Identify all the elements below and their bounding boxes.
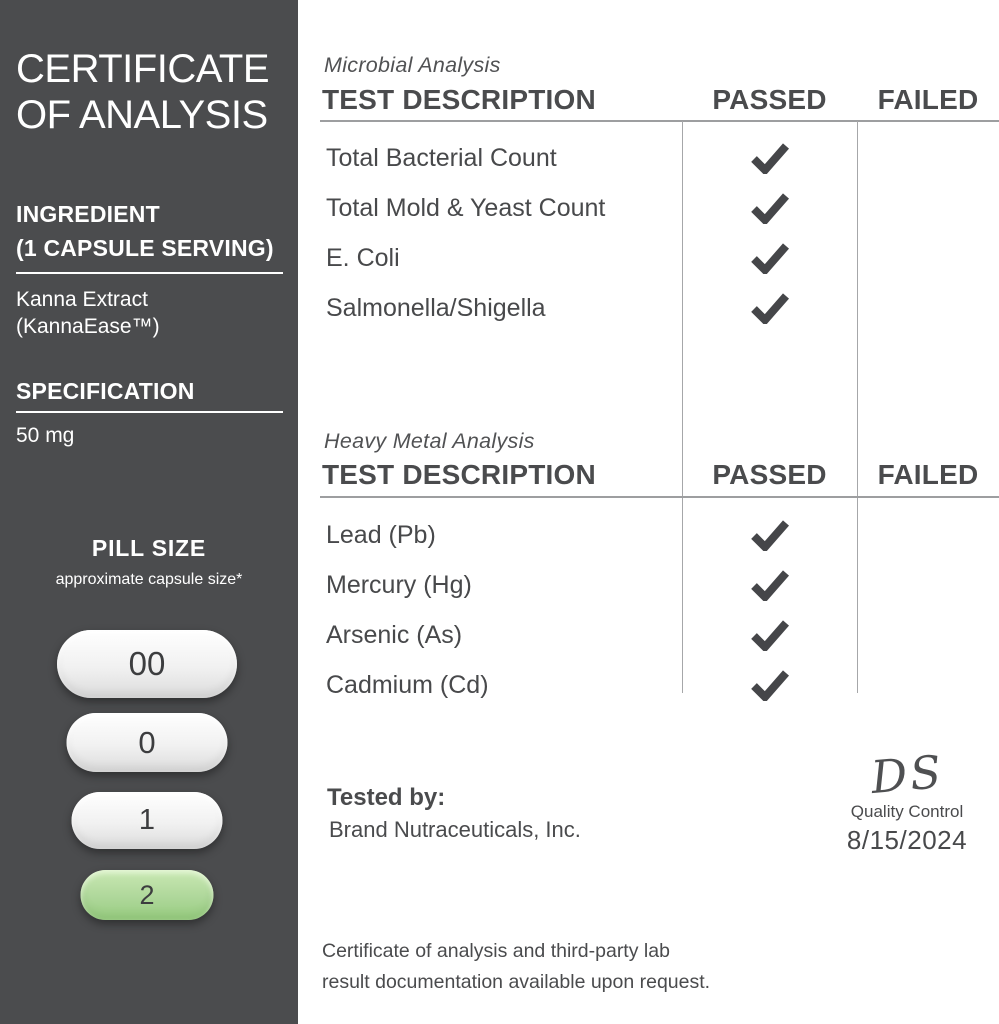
ingredient-heading-line2: (1 CAPSULE SERVING) (16, 235, 274, 261)
passed-cell (682, 669, 857, 701)
pill-size-heading: PILL SIZE (91, 535, 207, 561)
heavy-metal-header-passed: PASSED (712, 459, 827, 490)
ingredient-value (16, 286, 291, 340)
results-area (298, 0, 999, 1024)
passed-cell (682, 569, 857, 601)
test-name: Salmonella/Shigella (326, 293, 546, 322)
check-icon (749, 142, 791, 174)
test-name: Mercury (Hg) (326, 570, 472, 599)
ingredient-heading (16, 197, 291, 265)
check-icon (749, 669, 791, 701)
passed-cell (682, 192, 857, 224)
heavy-metal-header-row (322, 457, 999, 491)
check-icon (749, 619, 791, 651)
signature-block (827, 744, 987, 856)
test-name: Total Bacterial Count (326, 143, 557, 172)
check-icon (749, 242, 791, 274)
passed-cell (682, 242, 857, 274)
microbial-header-divider (320, 120, 999, 122)
test-name: Total Mold & Yeast Count (326, 193, 606, 222)
microbial-rows (322, 133, 999, 333)
table-row (322, 183, 999, 233)
footer-note-line2: result documentation available upon request. (322, 971, 711, 993)
microbial-header-failed: FAILED (877, 84, 979, 115)
pill-size-00-label: 00 (128, 645, 166, 682)
ingredient-heading-line1: INGREDIENT (16, 201, 160, 227)
test-name: E. Coli (326, 243, 400, 272)
passed-cell (682, 619, 857, 651)
page-title (16, 46, 291, 138)
specification-heading: SPECIFICATION (16, 378, 195, 404)
signature-role: Quality Control (850, 802, 964, 821)
pill-size-00 (57, 630, 237, 698)
table-row (322, 660, 999, 710)
test-name: Lead (Pb) (326, 520, 436, 549)
table-row (322, 233, 999, 283)
check-icon (749, 519, 791, 551)
pill-size-2-label: 2 (139, 879, 155, 910)
ingredient-value-line1: Kanna Extract (16, 288, 148, 311)
test-name: Cadmium (Cd) (326, 670, 489, 699)
check-icon (749, 192, 791, 224)
ingredient-divider (16, 272, 283, 274)
microbial-header-passed: PASSED (712, 84, 827, 115)
page-title-line2: OF ANALYSIS (16, 93, 268, 137)
pill-size-note: approximate capsule size* (55, 571, 243, 588)
passed-cell (682, 292, 857, 324)
specification-value: 50 mg (16, 424, 75, 447)
table-row (322, 560, 999, 610)
pill-size-2-highlighted (81, 870, 214, 920)
passed-cell (682, 519, 857, 551)
pill-size-0-label: 0 (138, 724, 156, 760)
ingredient-value-line2: (KannaEase™) (16, 315, 160, 338)
check-icon (749, 292, 791, 324)
heavy-metal-rows (322, 510, 999, 710)
footer-note-line1: Certificate of analysis and third-party lab (322, 940, 670, 962)
heavy-metal-header-failed: FAILED (877, 459, 979, 490)
table-row (322, 510, 999, 560)
tested-by-company: Brand Nutraceuticals, Inc. (329, 817, 581, 842)
footer-note (322, 936, 710, 998)
page-title-line1: CERTIFICATE (16, 47, 270, 91)
table-row (322, 610, 999, 660)
pill-size-0 (67, 713, 228, 772)
passed-cell (682, 142, 857, 174)
signature-initials: DS (868, 744, 946, 805)
heavy-metal-header-divider (320, 496, 999, 498)
microbial-header-test: TEST DESCRIPTION (322, 84, 596, 115)
test-name: Arsenic (As) (326, 620, 463, 649)
check-icon (749, 569, 791, 601)
heavy-metal-section-title: Heavy Metal Analysis (324, 429, 535, 453)
tested-by-label: Tested by: (327, 784, 446, 811)
pill-size-1 (72, 792, 223, 849)
pill-size-1-label: 1 (138, 804, 156, 836)
table-row (322, 133, 999, 183)
microbial-header-row (322, 82, 999, 116)
microbial-section-title: Microbial Analysis (324, 53, 501, 77)
signature-date: 8/15/2024 (846, 825, 968, 855)
specification-divider (16, 411, 283, 413)
heavy-metal-header-test: TEST DESCRIPTION (322, 459, 596, 490)
certificate-panel (0, 0, 298, 1024)
table-row (322, 283, 999, 333)
